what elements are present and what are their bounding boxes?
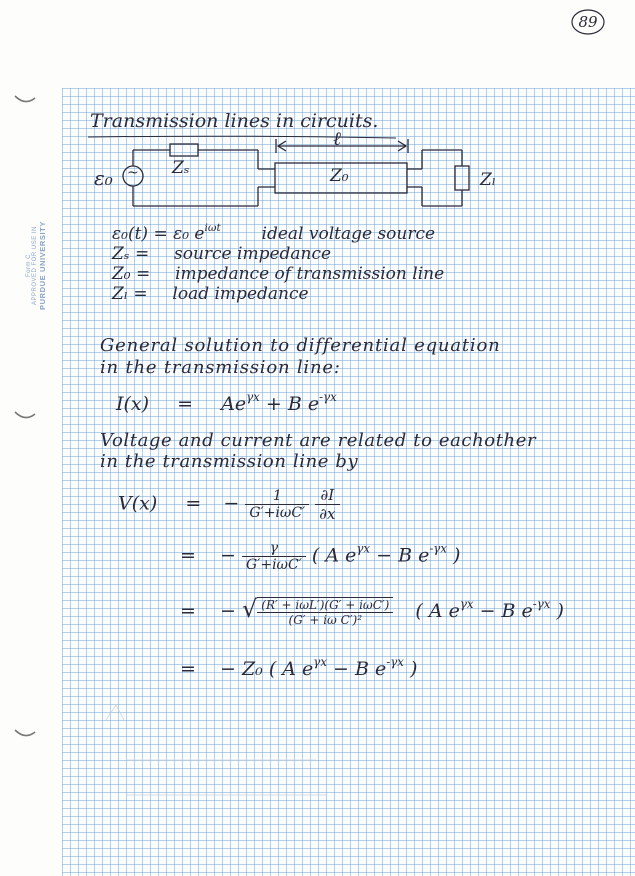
step4-exp2: -γx xyxy=(386,655,404,669)
step4-lead: − Z₀ ( A e xyxy=(220,657,314,680)
step3-radicand-denominator: (G′ + iω C′)² xyxy=(288,613,363,627)
step2-numerator: γ xyxy=(242,540,306,557)
current-eq-term2: B e xyxy=(287,392,320,415)
line-impedance-label: Z₀ xyxy=(330,166,349,186)
voltage-step1 xyxy=(118,486,340,523)
load-impedance-resistor-icon xyxy=(455,166,469,190)
page-title: Transmission lines in circuits. xyxy=(90,110,379,132)
line-length-label: ℓ xyxy=(333,128,341,150)
binder-hole-icon xyxy=(14,728,36,740)
step2-coefficient xyxy=(242,540,306,573)
definition-symbol: Zₛ = xyxy=(112,244,150,264)
general-solution-line1: General solution to differential equation xyxy=(100,335,501,356)
definition-line-impedance xyxy=(112,264,444,284)
form-stamp-line3: PURDUE UNIVERSITY xyxy=(38,221,47,310)
current-eq-plus: + xyxy=(265,392,282,415)
current-eq-exp1: γx xyxy=(246,390,260,404)
step2-term2: − B e xyxy=(376,544,430,567)
step1-equals: = xyxy=(185,492,202,515)
step1-derivative xyxy=(315,486,339,523)
definition-symbol: ε₀(t) = xyxy=(112,223,168,244)
step2-term1: ( A e xyxy=(311,544,357,567)
step1-lhs: V(x) xyxy=(118,492,158,515)
step2-denominator: G′+iωC′ xyxy=(245,557,302,573)
erased-marks xyxy=(96,700,356,810)
definition-rhs-exponent: iωt xyxy=(204,222,221,234)
step4-exp1: γx xyxy=(313,655,327,669)
sqrt-icon: √ xyxy=(241,595,258,623)
step3-equals: = xyxy=(180,600,196,622)
binder-hole-icon xyxy=(14,94,36,106)
definition-desc: source impedance xyxy=(174,244,332,264)
voltage-step2 xyxy=(180,540,460,573)
step1-denominator: G′+iωC′ xyxy=(249,505,306,521)
current-equation xyxy=(116,390,337,415)
page-number xyxy=(573,8,603,36)
definition-load-impedance xyxy=(112,284,309,304)
voltage-step3 xyxy=(180,595,564,627)
circuit-diagram xyxy=(90,135,520,215)
step3-term1: ( A e xyxy=(415,600,460,622)
step1-numerator: 1 xyxy=(245,488,309,505)
voltage-step4 xyxy=(180,655,417,680)
definition-source xyxy=(112,222,435,244)
definition-rhs: ε₀ e xyxy=(173,223,205,244)
step3-term2: − B e xyxy=(479,600,533,622)
source-symbol: ~ xyxy=(127,165,139,181)
step2-exp2: -γx xyxy=(429,541,447,556)
step1-derivative-denominator: ∂x xyxy=(319,505,336,523)
voltage-line2: in the transmission line by xyxy=(100,451,359,472)
load-label: Zₗ xyxy=(480,170,496,190)
step4-equals: = xyxy=(180,657,196,680)
current-eq-exp2: -γx xyxy=(319,390,337,404)
form-stamp-line1: Form C xyxy=(26,254,32,278)
definition-desc: impedance of transmission line xyxy=(175,264,445,284)
step3-close: ) xyxy=(556,600,564,622)
definition-source-impedance xyxy=(112,244,331,264)
step3-exp2: -γx xyxy=(532,597,551,612)
voltage-line1: Voltage and current are related to eachother xyxy=(100,430,537,451)
step2-sign: − xyxy=(220,544,236,567)
current-eq-term1: Ae xyxy=(221,392,247,415)
step1-sign: − xyxy=(223,492,240,515)
step4-close: ) xyxy=(409,657,418,680)
general-solution-line2: in the transmission line: xyxy=(100,357,341,378)
definition-desc: load impedance xyxy=(172,284,309,304)
step3-radicand xyxy=(257,597,393,627)
current-eq-lhs: I(x) xyxy=(116,392,150,415)
definition-symbol: Zₗ = xyxy=(112,284,148,304)
current-eq-equals: = xyxy=(177,392,194,415)
step3-exp1: γx xyxy=(459,597,474,612)
step1-derivative-numerator: ∂I xyxy=(315,486,339,505)
step4-term2: − B e xyxy=(333,657,387,680)
source-impedance-resistor-icon xyxy=(170,144,198,156)
form-stamp xyxy=(26,221,47,310)
source-label: ε₀ xyxy=(94,166,113,190)
step3-radicand-numerator: (R′ + iωL′)(G′ + iωC′) xyxy=(257,598,393,613)
form-stamp-line2: APPROVED FOR USE IN xyxy=(32,226,38,305)
step1-coefficient xyxy=(245,488,309,521)
page-number-text: 89 xyxy=(578,13,598,31)
source-impedance-label: Zₛ xyxy=(172,158,190,178)
step2-close: ) xyxy=(453,544,461,567)
definition-symbol: Z₀ = xyxy=(112,264,151,284)
step3-sign: − xyxy=(220,600,236,622)
step2-equals: = xyxy=(180,544,196,567)
step2-exp1: γx xyxy=(356,541,371,556)
definition-desc: ideal voltage source xyxy=(261,223,436,244)
binder-hole-icon xyxy=(14,410,36,422)
